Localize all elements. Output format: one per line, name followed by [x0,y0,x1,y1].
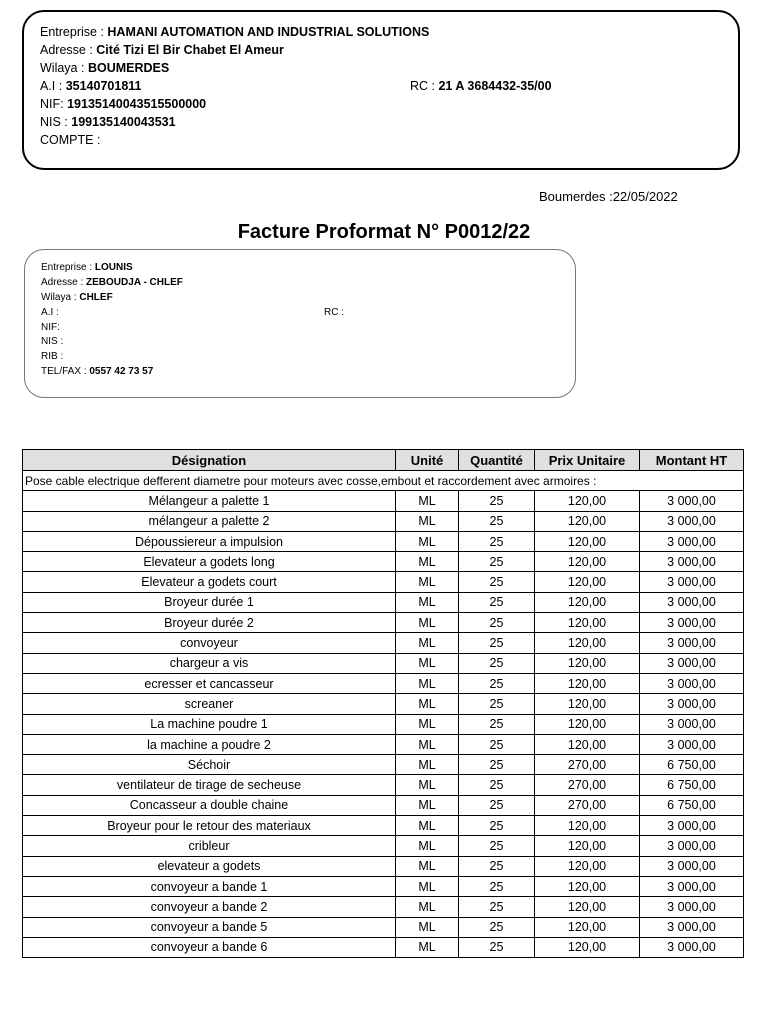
company-wilaya-label: Wilaya : [40,61,88,75]
cell-prix-unitaire: 120,00 [535,491,640,511]
cell-prix-unitaire: 270,00 [535,755,640,775]
client-tel-value: 0557 42 73 57 [89,366,154,377]
cell-montant-ht: 3 000,00 [640,552,744,572]
table-row [23,755,744,775]
company-rc-label: RC : [410,79,439,93]
company-nis [40,115,176,129]
company-rc-value: 21 A 3684432-35/00 [438,79,552,93]
cell-unite: ML [396,491,459,511]
cell-prix-unitaire: 120,00 [535,552,640,572]
cell-designation: Concasseur a double chaine [23,795,396,815]
cell-quantite: 25 [459,937,535,957]
table-row [23,673,744,693]
cell-quantite: 25 [459,897,535,917]
table-row [23,816,744,836]
cell-prix-unitaire: 120,00 [535,897,640,917]
table-row [23,613,744,633]
table-row [23,694,744,714]
client-adresse-value: ZEBOUDJA - CHLEF [86,277,183,288]
cell-quantite: 25 [459,531,535,551]
client-adresse-label: Adresse : [41,277,87,288]
company-ai [40,79,141,93]
table-row [23,917,744,937]
cell-designation: convoyeur [23,633,396,653]
client-ai: A.I : [41,307,59,318]
cell-prix-unitaire: 120,00 [535,937,640,957]
cell-montant-ht: 6 750,00 [640,795,744,815]
cell-designation: Mélangeur a palette 1 [23,491,396,511]
cell-designation: Elevateur a godets court [23,572,396,592]
company-adresse [40,43,284,57]
client-wilaya [41,292,113,303]
cell-prix-unitaire: 270,00 [535,795,640,815]
cell-unite: ML [396,673,459,693]
cell-unite: ML [396,531,459,551]
table-row [23,511,744,531]
cell-designation: Elevateur a godets long [23,552,396,572]
company-compte-label: COMPTE : [40,133,101,147]
company-nif [40,97,206,111]
cell-designation: Broyeur durée 2 [23,613,396,633]
cell-prix-unitaire: 120,00 [535,734,640,754]
cell-unite: ML [396,572,459,592]
table-row [23,836,744,856]
cell-quantite: 25 [459,694,535,714]
cell-quantite: 25 [459,572,535,592]
cell-quantite: 25 [459,856,535,876]
cell-quantite: 25 [459,755,535,775]
cell-designation: la machine a poudre 2 [23,734,396,754]
cell-unite: ML [396,653,459,673]
cell-prix-unitaire: 120,00 [535,816,640,836]
cell-designation: screaner [23,694,396,714]
table-row [23,531,744,551]
client-nif: NIF: [41,322,60,333]
cell-quantite: 25 [459,795,535,815]
table-row [23,734,744,754]
client-nis: NIS : [41,336,64,347]
cell-montant-ht: 6 750,00 [640,755,744,775]
table-body [23,471,744,958]
cell-prix-unitaire: 120,00 [535,694,640,714]
client-entreprise [41,262,133,273]
cell-designation: convoyeur a bande 1 [23,876,396,896]
cell-montant-ht: 3 000,00 [640,491,744,511]
company-wilaya [40,61,169,75]
header-prix-unitaire: Prix Unitaire [535,450,640,471]
cell-prix-unitaire: 120,00 [535,511,640,531]
cell-montant-ht: 3 000,00 [640,613,744,633]
client-adresse [41,277,183,288]
table-row [23,633,744,653]
cell-prix-unitaire: 120,00 [535,876,640,896]
cell-quantite: 25 [459,552,535,572]
company-nif-label: NIF: [40,97,68,111]
cell-quantite: 25 [459,592,535,612]
cell-unite: ML [396,592,459,612]
company-adresse-label: Adresse : [40,43,97,57]
cell-unite: ML [396,694,459,714]
cell-montant-ht: 3 000,00 [640,917,744,937]
table-row [23,592,744,612]
cell-montant-ht: 3 000,00 [640,572,744,592]
section-row [23,471,744,491]
cell-prix-unitaire: 120,00 [535,633,640,653]
cell-montant-ht: 3 000,00 [640,836,744,856]
company-adresse-value: Cité Tizi El Bir Chabet El Ameur [96,43,284,57]
table-row [23,795,744,815]
cell-prix-unitaire: 120,00 [535,714,640,734]
table-row [23,897,744,917]
invoice-title: Facture Proformat N° P0012/22 [237,221,531,243]
company-entreprise-value: HAMANI AUTOMATION AND INDUSTRIAL SOLUTIONS [107,25,430,39]
table-row [23,653,744,673]
cell-montant-ht: 3 000,00 [640,876,744,896]
section-title: Pose cable electrique defferent diametre pour moteurs avec cosse,embout et raccordement avec armoires : [23,471,744,491]
cell-designation: Séchoir [23,755,396,775]
company-wilaya-value: BOUMERDES [87,61,170,75]
client-wilaya-label: Wilaya : [41,292,80,303]
cell-unite: ML [396,937,459,957]
header-quantite: Quantité [459,450,535,471]
cell-unite: ML [396,856,459,876]
cell-designation: elevateur a godets [23,856,396,876]
cell-montant-ht: 3 000,00 [640,937,744,957]
cell-designation: Broyeur pour le retour des materiaux [23,816,396,836]
cell-quantite: 25 [459,775,535,795]
client-tel [41,366,153,377]
cell-unite: ML [396,897,459,917]
client-entreprise-label: Entreprise : [41,262,95,273]
cell-montant-ht: 3 000,00 [640,714,744,734]
cell-designation: cribleur [23,836,396,856]
company-ai-value: 35140701811 [65,79,142,93]
table-row [23,856,744,876]
cell-quantite: 25 [459,491,535,511]
cell-unite: ML [396,734,459,754]
company-entreprise [40,25,429,39]
cell-prix-unitaire: 120,00 [535,653,640,673]
cell-prix-unitaire: 120,00 [535,613,640,633]
cell-quantite: 25 [459,511,535,531]
company-nis-label: NIS : [40,115,72,129]
cell-unite: ML [396,775,459,795]
client-rc: RC : [324,307,344,318]
cell-unite: ML [396,816,459,836]
company-rc [410,79,552,93]
client-wilaya-value: CHLEF [79,292,113,303]
cell-prix-unitaire: 120,00 [535,572,640,592]
cell-montant-ht: 3 000,00 [640,653,744,673]
company-entreprise-label: Entreprise : [40,25,108,39]
cell-unite: ML [396,633,459,653]
cell-unite: ML [396,714,459,734]
cell-unite: ML [396,876,459,896]
cell-prix-unitaire: 120,00 [535,531,640,551]
cell-quantite: 25 [459,633,535,653]
cell-montant-ht: 6 750,00 [640,775,744,795]
cell-quantite: 25 [459,653,535,673]
client-rib: RIB : [41,351,64,362]
cell-prix-unitaire: 120,00 [535,856,640,876]
cell-unite: ML [396,795,459,815]
cell-montant-ht: 3 000,00 [640,734,744,754]
cell-quantite: 25 [459,714,535,734]
client-info-box [24,249,576,398]
cell-unite: ML [396,613,459,633]
cell-prix-unitaire: 120,00 [535,917,640,937]
cell-unite: ML [396,755,459,775]
cell-montant-ht: 3 000,00 [640,856,744,876]
cell-montant-ht: 3 000,00 [640,897,744,917]
cell-prix-unitaire: 120,00 [535,836,640,856]
header-designation: Désignation [23,450,396,471]
table-row [23,937,744,957]
cell-designation: ecresser et cancasseur [23,673,396,693]
cell-designation: convoyeur a bande 5 [23,917,396,937]
cell-unite: ML [396,836,459,856]
cell-unite: ML [396,552,459,572]
table-row [23,714,744,734]
cell-designation: La machine poudre 1 [23,714,396,734]
cell-quantite: 25 [459,816,535,836]
cell-montant-ht: 3 000,00 [640,694,744,714]
cell-montant-ht: 3 000,00 [640,673,744,693]
cell-montant-ht: 3 000,00 [640,816,744,836]
company-info-box [22,10,740,170]
cell-montant-ht: 3 000,00 [640,531,744,551]
cell-designation: convoyeur a bande 2 [23,897,396,917]
cell-quantite: 25 [459,673,535,693]
table-row [23,491,744,511]
cell-designation: Broyeur durée 1 [23,592,396,612]
cell-prix-unitaire: 120,00 [535,592,640,612]
client-entreprise-value: LOUNIS [94,262,133,273]
cell-quantite: 25 [459,734,535,754]
company-nif-value: 19135140043515500000 [67,97,207,111]
cell-designation: ventilateur de tirage de secheuse [23,775,396,795]
cell-designation: mélangeur a palette 2 [23,511,396,531]
cell-montant-ht: 3 000,00 [640,633,744,653]
cell-designation: Dépoussiereur a impulsion [23,531,396,551]
cell-unite: ML [396,511,459,531]
cell-prix-unitaire: 270,00 [535,775,640,795]
header-montant-ht: Montant HT [640,450,744,471]
cell-designation: convoyeur a bande 6 [23,937,396,957]
cell-quantite: 25 [459,836,535,856]
table-row [23,552,744,572]
header-unite: Unité [396,450,459,471]
company-nis-value: 199135140043531 [71,115,176,129]
cell-prix-unitaire: 120,00 [535,673,640,693]
items-table [22,449,744,958]
cell-montant-ht: 3 000,00 [640,511,744,531]
table-row [23,775,744,795]
client-tel-label: TEL/FAX : [41,366,90,377]
cell-quantite: 25 [459,876,535,896]
cell-designation: chargeur a vis [23,653,396,673]
company-compte [40,133,100,147]
invoice-date: Boumerdes :22/05/2022 [539,189,678,204]
cell-montant-ht: 3 000,00 [640,592,744,612]
cell-quantite: 25 [459,917,535,937]
cell-quantite: 25 [459,613,535,633]
table-row [23,876,744,896]
cell-unite: ML [396,917,459,937]
company-ai-label: A.I : [40,79,66,93]
table-header-row [23,450,744,471]
table-row [23,572,744,592]
